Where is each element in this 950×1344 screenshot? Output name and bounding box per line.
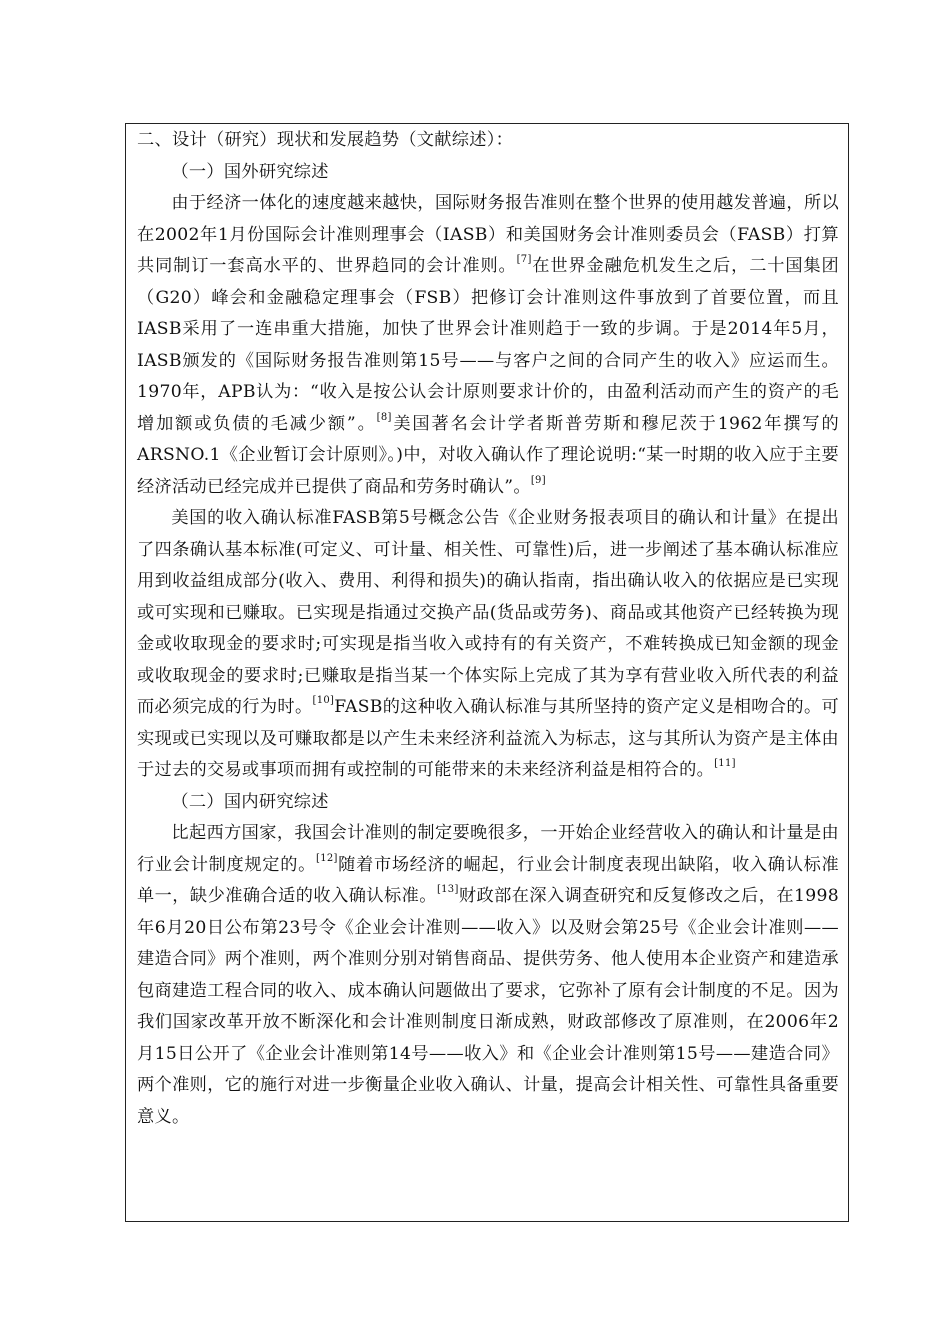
text-run: 在世界金融危机发生之后，二十国集团（G20）峰会和金融稳定理事会（FSB）把修订会计准则这件事放到了首要位置，而且IASB采用了一连串重大措施，加快了世界会计准则趋于一致的步调。于是2014年5月，IASB颁发的《国际财务报告准则第15号——与客户之间的合同产生的收入》应运而生。1970年，APB认为：“收入是按公认会计原则要求计价的，由盈利活动而产生的资产的毛增加额或负债的毛减少额”。 bbox=[137, 256, 839, 434]
citation-ref: [9] bbox=[530, 474, 546, 486]
domestic-review-heading: （二）国内研究综述 bbox=[171, 791, 329, 812]
text-run: 财政部在深入调查研究和反复修改之后，在1998年6月20日公布第23号令《企业会计准则——收入》以及财会第25号《企业会计准则——建造合同》两个准则，两个准则分别对销售商品、提供劳务、他人使用本企业资产和建造承包商建造工程合同的收入、成本确认问题做出了要求，它弥补了原有会计制度的不足。因为我们国家改革开放不断深化和会计准则制度日渐成熟，财政部修改了原准则，在2006年2月15日公开了《企业会计准则第14号——收入》和《企业会计准则第15号——建造合同》两个准则，它的施行对进一步衡量企业收入确认、计量，提高会计相关性、可靠性具备重要意义。 bbox=[137, 886, 839, 1127]
citation-ref: [10] bbox=[312, 695, 335, 707]
text-run: 比起西方国家，我国会计准则的制定要晚很多，一开始企业经营收入的确认和计量是由行业会计制度规定的。 bbox=[137, 823, 839, 875]
document-table-cell bbox=[125, 123, 849, 1222]
document-body bbox=[126, 124, 848, 1221]
text-run: 美国的收入确认标准FASB第5号概念公告《企业财务报表项目的确认和计量》在提出了四条确认基本标准(可定义、可计量、相关性、可靠性)后，进一步阐述了基本确认标准应用到收益组成部分(收入、费用、利得和损失)的确认指南，指出确认收入的依据应是已实现或可实现和已赚取。已实现是指通过交换产品(货品或劳务)、商品或其他资产已经转换为现金或收取现金的要求时;可实现是指当收入或持有的有关资产，不难转换成已知金额的现金或收取现金的要求时;已赚取是指当某一个体实际上完成了其为享有营业收入所代表的利益而必须完成的行为时。 bbox=[137, 508, 839, 717]
text-run: 美国著名会计学者斯普劳斯和穆尼茨于1962年撰写的ARSNO.1《企业暂订会计原则》。)中，对收入确认作了理论说明:“某一时期的收入应于主要经济活动已经完成并已提供了商品和劳务时确认”。 bbox=[137, 413, 839, 497]
text-run: 由于经济一体化的速度越来越快，国际财务报告准则在整个世界的使用越发普遍，所以在2002年1月份国际会计准则理事会（IASB）和美国财务会计准则委员会（FASB）打算共同制订一套高水平的、世界趋同的会计准则。 bbox=[137, 193, 839, 276]
text-run: FASB的这种收入确认标准与其所坚持的资产定义是相吻合的。可实现或已实现以及可赚取都是以产生未来经济利益流入为标志，这与其所认为资产是主体由于过去的交易或事项而拥有或控制的可能带来的未来经济利益是相符合的。 bbox=[137, 697, 839, 780]
citation-ref: [12] bbox=[316, 852, 338, 864]
foreign-review-heading: （一）国外研究综述 bbox=[171, 161, 329, 182]
citation-ref: [13] bbox=[436, 884, 459, 896]
foreign-paragraph-1 bbox=[137, 188, 839, 503]
citation-ref: [7] bbox=[516, 254, 532, 266]
domestic-paragraph-1 bbox=[137, 818, 839, 1133]
section-title: 二、设计（研究）现状和发展趋势（文献综述）： bbox=[137, 130, 514, 150]
citation-ref: [11] bbox=[714, 758, 736, 770]
text-run: 随着市场经济的崛起，行业会计制度表现出缺陷，收入确认标准单一，缺少准确合适的收入确认标准。 bbox=[137, 854, 839, 906]
foreign-paragraph-2 bbox=[137, 503, 839, 787]
citation-ref: [8] bbox=[376, 411, 392, 423]
